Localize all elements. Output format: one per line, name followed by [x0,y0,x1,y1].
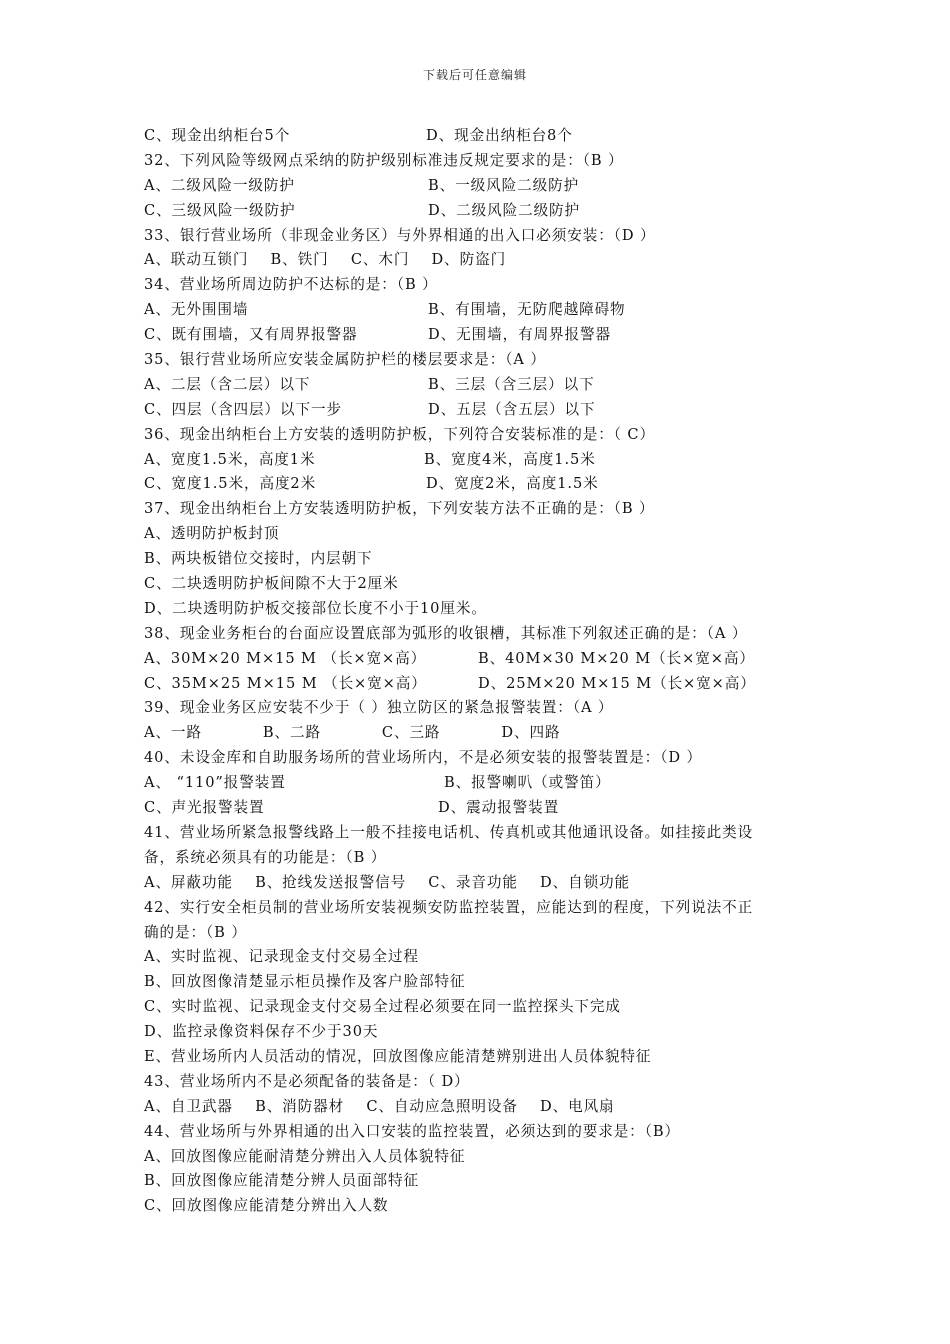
text-line: B、回放图像清楚显示柜员操作及客户脸部特征 [144,973,466,991]
question-39: 39、现金业务区应安装不少于（ ）独立防区的紧急报警装置：（A ） [144,699,614,717]
text-line: C、宽度1.5米，高度2米 D、宽度2米，高度1.5米 [144,475,599,493]
text-line: C、四层（含四层）以下一步 D、五层（含五层）以下 [144,400,596,418]
question-37: 37、现金出纳柜台上方安装透明防护板，下列安装方法不正确的是：（B ） [144,500,655,518]
text-line: B、回放图像应能清楚分辨人员面部特征 [144,1172,420,1190]
text-line: C、二块透明防护板间隙不大于2厘米 [144,575,399,593]
text-line: A、透明防护板封顶 [144,525,280,543]
question-42: 42、实行安全柜员制的营业场所安装视频安防监控装置，应能达到的程度，下列说法不正 [144,898,754,916]
text-line: 备，系统必须具有的功能是：（B ） [144,848,387,866]
question-44: 44、营业场所与外界相通的出入口安装的监控装置，必须达到的要求是：（B） [144,1122,680,1140]
question-38: 38、现金业务柜台的台面应设置底部为弧形的收银槽，其标准下列叙述正确的是：（A ） [144,624,748,642]
text-line: A、二层（含二层）以下 B、三层（含三层）以下 [144,375,595,393]
document-body [144,124,814,1219]
text-line: C、声光报警装置 D、震动报警装置 [144,799,560,817]
text-line: A、屏蔽功能 B、抢线发送报警信号 C、录音功能 D、自锁功能 [144,873,631,891]
text-line: C、现金出纳柜台5个 D、现金出纳柜台8个 [144,127,573,144]
text-line: D、二块透明防护板交接部位长度不小于10厘米。 [144,599,487,617]
question-32: 32、下列风险等级网点采纳的防护级别标准违反规定要求的是：（B ） [144,151,624,169]
text-line: C、实时监视、记录现金支付交易全过程必须要在同一监控探头下完成 [144,998,621,1016]
text-line: A、回放图像应能耐清楚分辨出入人员体貌特征 [144,1147,466,1165]
text-line: C、三级风险一级防护 D、二级风险二级防护 [144,201,581,219]
text-line: A、实时监视、记录现金支付交易全过程 [144,948,419,966]
page-header-note: 下载后可任意编辑 [422,68,527,82]
text-line: A、30M×20 M×15 M （长×宽×高） B、40M×30 M×20 M（长×宽×高） [144,649,755,667]
text-line: C、既有围墙，又有周界报警器 D、无围墙，有周界报警器 [144,326,612,344]
text-line: 确的是：（B ） [144,923,247,941]
text-line: D、监控录像资料保存不少于30天 [144,1023,379,1041]
question-34: 34、营业场所周边防护不达标的是：（B ） [144,276,438,294]
text-line: A、二级风险一级防护 B、一级风险二级防护 [144,176,580,194]
question-36: 36、现金出纳柜台上方安装的透明防护板，下列符合安装标准的是：（ C） [144,425,655,443]
text-line: A、联动互锁门 B、铁门 C、木门 D、防盗门 [144,251,507,269]
text-line: C、35M×25 M×15 M （长×宽×高） D、25M×20 M×15 M（长×宽×高） [144,674,756,692]
text-line: A、 “110”报警装置 B、报警喇叭（或警笛） [144,774,611,792]
question-41: 41、营业场所紧急报警线路上一般不挂接电话机、传真机或其他通讯设备。如挂接此类设 [144,823,754,841]
text-line: A、自卫武器 B、消防器材 C、自动应急照明设备 D、电风扇 [144,1097,615,1115]
text-line: A、宽度1.5米，高度1米 B、宽度4米，高度1.5米 [144,450,596,468]
question-35: 35、银行营业场所应安装金属防护栏的楼层要求是：（A ） [144,351,546,369]
text-line: A、一路 B、二路 C、三路 D、四路 [144,724,561,742]
text-line: E、营业场所内人员活动的情况，回放图像应能清楚辨别进出人员体貌特征 [144,1047,652,1065]
text-line: B、两块板错位交接时，内层朝下 [144,550,373,568]
text-line: A、无外围围墙 B、有围墙，无防爬越障碍物 [144,301,626,319]
question-40: 40、未设金库和自助服务场所的营业场所内，不是必须安装的报警装置是：（D ） [144,749,702,767]
question-43: 43、营业场所内不是必须配备的装备是：（ D） [144,1072,470,1090]
question-33: 33、银行营业场所（非现金业务区）与外界相通的出入口必须安装：（D ） [144,226,656,244]
text-line: C、回放图像应能清楚分辨出入人数 [144,1197,389,1215]
